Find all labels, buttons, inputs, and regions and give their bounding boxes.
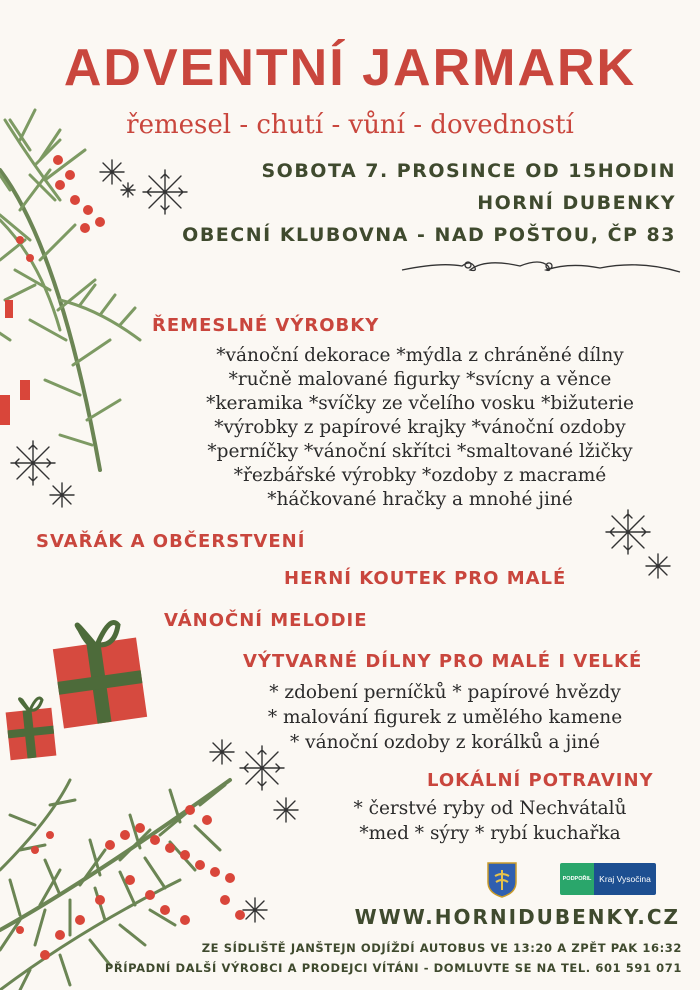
crafts-list (150, 344, 690, 512)
workshops-heading: VÝTVARNÉ DÍLNY PRO MALÉ I VELKÉ (243, 651, 643, 672)
play-corner-heading: HERNÍ KOUTEK PRO MALÉ (284, 568, 567, 589)
event-date: SOBOTA 7. PROSINCE OD 15HODIN (261, 160, 676, 182)
red-berries-bottom-left (16, 805, 245, 960)
snowflake-icon (243, 898, 267, 922)
workshops-list (210, 680, 680, 755)
list-item: *perníčky *vánoční skřítci *smaltované lžičky (207, 441, 633, 462)
melodies-heading: VÁNOČNÍ MELODIE (164, 610, 368, 631)
list-item: *řezbářské výrobky *ozdoby z macramé (233, 465, 607, 486)
list-item: * vánoční ozdoby z korálků a jiné (290, 732, 600, 753)
mulled-wine-heading: SVAŘÁK A OBČERSTVENÍ (36, 531, 306, 552)
gift-box-small (6, 698, 57, 760)
food-list (300, 796, 680, 846)
snowflake-icon (50, 483, 74, 507)
sponsor-label: PODPOŘIL (560, 863, 594, 895)
list-item: *háčkované hračky a mnohé jiné (267, 489, 573, 510)
bus-info: ZE SÍDLIŠTĚ JANŠTEJN ODJÍŽDÍ AUTOBUS VE 13:20 A ZPĚT PAK 16:32 (201, 941, 682, 955)
page-subtitle: řemesel - chutí - vůní - dovedností (126, 110, 574, 140)
village-crest-logo (487, 862, 517, 898)
crafts-heading: ŘEMESLNÉ VÝROBKY (152, 315, 380, 336)
list-item: *výrobky z papírové krajky *vánoční ozdoby (214, 417, 626, 438)
list-item: * čerstvé ryby od Nechvátalů (353, 798, 627, 819)
snowflake-icon (606, 510, 650, 554)
pine-branch-top-left (0, 110, 140, 470)
snowflake-icon (143, 170, 187, 214)
page-title: ADVENTNÍ JARMARK (63, 39, 637, 97)
snowflake-icon (646, 554, 670, 578)
region-sponsor-logo (560, 863, 656, 895)
list-item: *med * sýry * rybí kuchařka (359, 823, 621, 844)
gift-box-large (53, 623, 147, 729)
snowflake-icon (100, 160, 124, 184)
list-item: *keramika *svíčky ze včelího vosku *bižuterie (206, 393, 634, 414)
snowflake-icon (121, 183, 135, 197)
list-item: * malování figurek z umělého kamene (267, 707, 623, 728)
snowflake-icon (11, 441, 55, 485)
list-item: *ručně malované figurky *svícny a věnce (228, 369, 612, 390)
food-heading: LOKÁLNÍ POTRAVINY (427, 770, 654, 791)
list-item: *vánoční dekorace *mýdla z chráněné dílny (216, 345, 624, 366)
contact-info: PŘÍPADNÍ DALŠÍ VÝROBCI A PRODEJCI VÍTÁNI - DOMLUVTE SE NA TEL. 601 591 071 (104, 961, 682, 975)
pine-branch-bottom-left (0, 780, 230, 990)
website-link[interactable]: WWW.HORNIDUBENKY.CZ (354, 905, 680, 929)
snowflake-icon (274, 798, 298, 822)
event-place: HORNÍ DUBENKY (477, 192, 676, 214)
ornamental-divider (402, 262, 680, 272)
event-venue: OBECNÍ KLUBOVNA - NAD POŠTOU, ČP 83 (182, 224, 676, 246)
region-name: Kraj Vysočina (594, 863, 656, 895)
list-item: * zdobení perníčků * papírové hvězdy (269, 682, 621, 703)
